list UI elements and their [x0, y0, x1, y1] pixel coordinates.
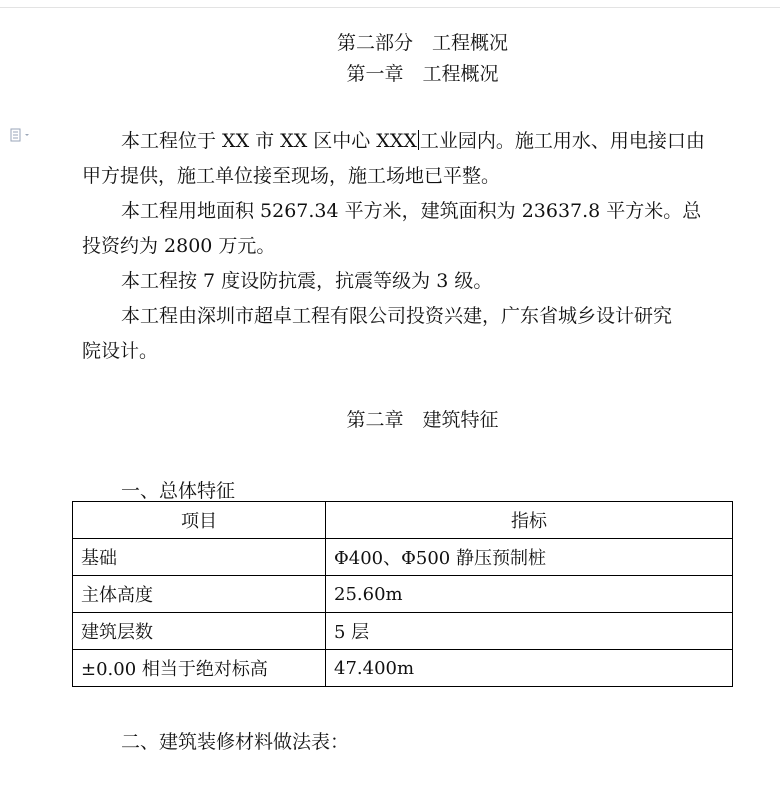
- paragraph-investor-line2: 院设计。: [82, 340, 159, 362]
- table-row: [73, 650, 733, 687]
- paragraph-seismic: 本工程按 7 度设防抗震，抗震等级为 3 级。: [121, 270, 493, 292]
- table-cell: 5 层: [326, 613, 733, 650]
- table-cell: ±0.00 相当于绝对标高: [73, 650, 326, 687]
- paragraph-area-line1: 本工程用地面积 5267.34 平方米，建筑面积为 23637.8 平方米。总: [121, 200, 702, 222]
- paragraph-location-line2: 甲方提供，施工单位接至现场，施工场地已平整。: [82, 165, 501, 187]
- table-cell: 47.400m: [326, 650, 733, 687]
- text-cursor: [418, 130, 419, 150]
- paragraph-location-text-a: 本工程位于 XX 市 XX 区中心 XXX: [121, 130, 417, 152]
- table-cell: 主体高度: [73, 576, 326, 613]
- table-row: [73, 539, 733, 576]
- section-overall-title: 一、总体特征: [121, 480, 236, 502]
- chapter-2-heading: 第二章 建筑特征: [346, 409, 499, 431]
- chapter-1-heading: 第一章 工程概况: [346, 63, 499, 85]
- paragraph-investor-line1: 本工程由深圳市超卓工程有限公司投资兴建，广东省城乡设计研究: [121, 305, 673, 327]
- table-cell: 建筑层数: [73, 613, 326, 650]
- paragraph-area-line2: 投资约为 2800 万元。: [82, 235, 276, 257]
- table-header-value: 指标: [326, 502, 733, 539]
- paragraph-options-icon[interactable]: [9, 128, 33, 142]
- table-header-row: [73, 502, 733, 539]
- table-row: [73, 576, 733, 613]
- table-cell: 基础: [73, 539, 326, 576]
- paragraph-location: [82, 124, 730, 369]
- paragraph-location-text-b: 工业园内。施工用水、用电接口由: [419, 130, 705, 152]
- table-row: [73, 613, 733, 650]
- table-header-item: 项目: [73, 502, 326, 539]
- table-cell: Φ400、Φ500 静压预制桩: [326, 539, 733, 576]
- section-materials-title: 二、建筑装修材料做法表：: [121, 731, 350, 753]
- table-cell: 25.60m: [326, 576, 733, 613]
- part-heading: 第二部分 工程概况: [336, 32, 508, 54]
- spec-table: [72, 501, 733, 687]
